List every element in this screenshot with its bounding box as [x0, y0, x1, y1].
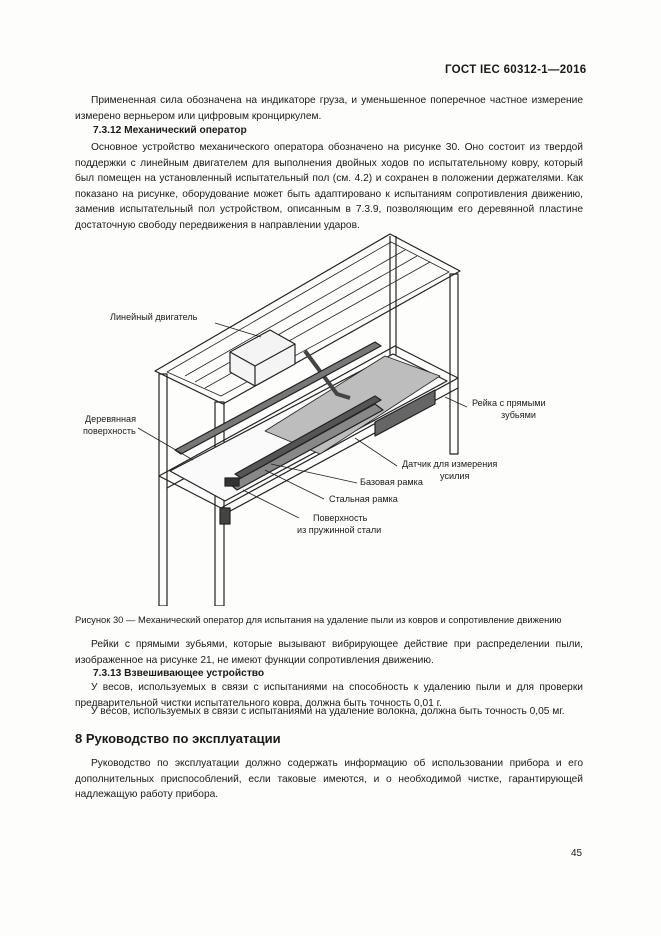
- section-7-3-13-paragraph-1: У весов, используемых в связи с испытаниями на способность к удалению пыли и для проверки предварительной чистки испытательного ковра, должна быть точность 0,01 г.: [75, 682, 583, 709]
- label-steel-frame: Стальная рамка: [329, 494, 398, 504]
- document-header: ГОСТ IEC 60312-1—2016: [445, 64, 587, 76]
- figure-30: [75, 226, 585, 606]
- label-rack-line1: Рейка с прямыми: [472, 398, 546, 408]
- section-8-paragraph: Руководство по эксплуатации должно содержать информацию об использовании прибора и его дополнительных приспособлений, если таковые имеются, и о необходимой чистке, гарантирующей надлежащую работу прибора.: [75, 758, 583, 801]
- label-linear-motor: Линейный двигатель: [110, 312, 198, 322]
- label-force-sensor-line2: усилия: [440, 471, 470, 481]
- section-7-3-13-paragraph-2: У весов, используемых в связи с испытаниями на удаление волокна, должна быть точность 0,05 мг.: [91, 706, 565, 717]
- label-spring-steel-line1: Поверхность: [313, 513, 368, 523]
- section-8-heading: 8 Руководство по эксплуатации: [75, 731, 281, 746]
- section-7-3-12-heading: 7.3.12 Механический оператор: [93, 125, 247, 136]
- page-number: 45: [571, 848, 583, 859]
- label-spring-steel-line2: из пружинной стали: [297, 525, 382, 535]
- label-rack-line2: зубьями: [501, 410, 536, 420]
- label-base-frame: Базовая рамка: [360, 477, 423, 487]
- label-wooden-surface-line1: Деревянная: [85, 414, 137, 424]
- label-wooden-surface-line2: поверхность: [83, 426, 136, 436]
- section-7-3-13-heading: 7.3.13 Взвешивающее устройство: [93, 668, 265, 679]
- figure-caption: Рисунок 30 — Механический оператор для испытания на удаление пыли из ковров и сопротивление движению: [75, 614, 562, 625]
- label-force-sensor-line1: Датчик для измерения: [402, 459, 498, 469]
- front-left-leg: [159, 374, 167, 606]
- intro-paragraph: Примененная сила обозначена на индикаторе груза, и уменьшенное поперечное частное измерение измерено верньером или цифровым кронциркулем.: [75, 95, 583, 122]
- after-figure-paragraph: Рейки с прямыми зубьями, которые вызывают вибрирующее действие при распределении пыли, изображенное на рисунке 21, не имеют функции сопротивления движению.: [75, 639, 583, 666]
- section-7-3-12-paragraph: Основное устройство механического оператора обозначено на рисунке 30. Оно состоит из твердой поддержки с линейным двигателем для выполнения двойных ходов по испытательному ковру, который был помещен на установленный испытательный пол (см. 4.2) и сохранен в положении держателями. Как показано на рисунке, оборудование может быть адаптировано к испытаниям сопротивления движению, заменив испытательный пол устройством, описанным в 7.3.9, позволяющим его деревянной пластине достаточную свободу передвижения в направлении ударов.: [75, 142, 583, 231]
